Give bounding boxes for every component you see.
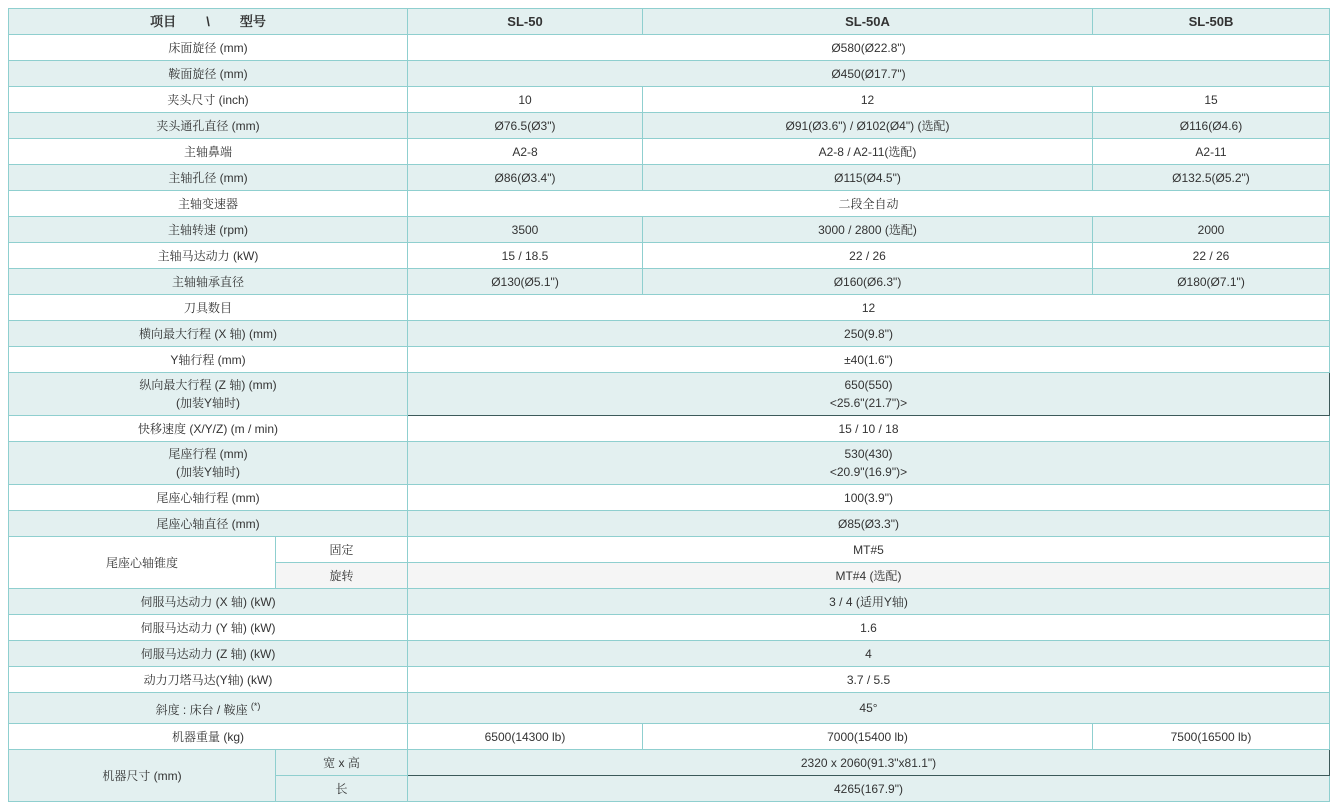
row-label [9, 693, 408, 724]
row-value [408, 373, 1330, 416]
cell-sl50: 15 / 18.5 [408, 243, 643, 269]
row-value-line: 530(430) [844, 447, 893, 461]
row-label: 伺服马达动力 (Y 轴) (kW) [9, 615, 408, 641]
cell-sl50a: A2-8 / A2-11(选配) [643, 139, 1093, 165]
row-label: 夹头通孔直径 (mm) [9, 113, 408, 139]
table-row [9, 724, 1330, 750]
row-label: 主轴鼻端 [9, 139, 408, 165]
cell-sl50: Ø76.5(Ø3") [408, 113, 643, 139]
cell-sl50: 6500(14300 lb) [408, 724, 643, 750]
cell-sl50a: Ø91(Ø3.6") / Ø102(Ø4") (选配) [643, 113, 1093, 139]
header-model: 型号 [239, 13, 266, 29]
row-label: 机器尺寸 (mm) [9, 750, 276, 802]
table-row [9, 243, 1330, 269]
header-model-sl50: SL-50 [408, 9, 643, 35]
cell-sl50a: Ø160(Ø6.3") [643, 269, 1093, 295]
row-value: 二段全自动 [408, 191, 1330, 217]
row-value: 1.6 [408, 615, 1330, 641]
cell-sl50b: Ø132.5(Ø5.2") [1093, 165, 1330, 191]
row-value-line: <20.9"(16.9")> [829, 465, 908, 479]
table-row [9, 442, 1330, 485]
cell-sl50: 10 [408, 87, 643, 113]
row-label: 主轴转速 (rpm) [9, 217, 408, 243]
row-label: 机器重量 (kg) [9, 724, 408, 750]
row-value: 4 [408, 641, 1330, 667]
header-model-sl50a: SL-50A [643, 9, 1093, 35]
row-label: 伺服马达动力 (Z 轴) (kW) [9, 641, 408, 667]
table-row [9, 269, 1330, 295]
row-value-line: <25.6"(21.7")> [829, 396, 908, 410]
cell-sl50b: 2000 [1093, 217, 1330, 243]
row-label: 主轴孔径 (mm) [9, 165, 408, 191]
table-row [9, 87, 1330, 113]
row-value: 2320 x 2060(91.3"x81.1") [408, 750, 1330, 776]
row-value: 12 [408, 295, 1330, 321]
cell-sl50b: 22 / 26 [1093, 243, 1330, 269]
row-label: 鞍面旋径 (mm) [9, 61, 408, 87]
row-value: Ø85(Ø3.3") [408, 511, 1330, 537]
row-value: 3.7 / 5.5 [408, 667, 1330, 693]
row-label: 主轴马达动力 (kW) [9, 243, 408, 269]
table-row [9, 615, 1330, 641]
cell-sl50b: 15 [1093, 87, 1330, 113]
table-row [9, 693, 1330, 724]
row-label: 尾座心轴直径 (mm) [9, 511, 408, 537]
row-value: 4265(167.9") [408, 776, 1330, 802]
row-label [9, 442, 408, 485]
row-value: ±40(1.6") [408, 347, 1330, 373]
cell-sl50a: 12 [643, 87, 1093, 113]
table-row [9, 511, 1330, 537]
row-label-text: 斜度 : 床台 / 鞍座 [155, 703, 248, 717]
table-row [9, 347, 1330, 373]
row-value-line: 650(550) [844, 378, 893, 392]
table-row [9, 61, 1330, 87]
table-row [9, 191, 1330, 217]
row-sublabel: 长 [276, 776, 408, 802]
header-row [9, 9, 1330, 35]
table-row [9, 35, 1330, 61]
row-label: 尾座心轴行程 (mm) [9, 485, 408, 511]
table-row [9, 295, 1330, 321]
table-row [9, 485, 1330, 511]
table-row [9, 537, 1330, 563]
row-label: 夹头尺寸 (inch) [9, 87, 408, 113]
row-label: 快移速度 (X/Y/Z) (m / min) [9, 416, 408, 442]
cell-sl50a: 22 / 26 [643, 243, 1093, 269]
row-label: 主轴变速器 [9, 191, 408, 217]
row-label: 横向最大行程 (X 轴) (mm) [9, 321, 408, 347]
row-value: 100(3.9") [408, 485, 1330, 511]
cell-sl50b: Ø180(Ø7.1") [1093, 269, 1330, 295]
row-label [9, 373, 408, 416]
table-row [9, 416, 1330, 442]
row-label: 刀具数目 [9, 295, 408, 321]
footnote-mark: (*) [250, 701, 261, 711]
row-value: Ø450(Ø17.7") [408, 61, 1330, 87]
row-value: MT#4 (选配) [408, 563, 1330, 589]
cell-sl50a: 7000(15400 lb) [643, 724, 1093, 750]
cell-sl50b: A2-11 [1093, 139, 1330, 165]
cell-sl50: Ø130(Ø5.1") [408, 269, 643, 295]
table-row [9, 667, 1330, 693]
table-row [9, 373, 1330, 416]
row-value: 250(9.8") [408, 321, 1330, 347]
cell-sl50: A2-8 [408, 139, 643, 165]
row-sublabel: 宽 x 高 [276, 750, 408, 776]
table-row [9, 139, 1330, 165]
table-row [9, 165, 1330, 191]
spec-table [8, 8, 1330, 802]
row-value [408, 442, 1330, 485]
row-value: Ø580(Ø22.8") [408, 35, 1330, 61]
row-sublabel: 固定 [276, 537, 408, 563]
row-label: 主轴轴承直径 [9, 269, 408, 295]
row-label-line: 尾座行程 (mm) [168, 447, 248, 461]
row-label-line: 纵向最大行程 (Z 轴) (mm) [139, 378, 277, 392]
cell-sl50b: 7500(16500 lb) [1093, 724, 1330, 750]
row-label-line: (加装Y轴时) [176, 465, 240, 479]
row-label: 动力刀塔马达(Y轴) (kW) [9, 667, 408, 693]
cell-sl50a: 3000 / 2800 (选配) [643, 217, 1093, 243]
header-sep: \ [206, 13, 210, 29]
row-label: 伺服马达动力 (X 轴) (kW) [9, 589, 408, 615]
row-value: 15 / 10 / 18 [408, 416, 1330, 442]
row-value: 45° [408, 693, 1330, 724]
cell-sl50: 3500 [408, 217, 643, 243]
table-row [9, 217, 1330, 243]
row-label-line: (加装Y轴时) [176, 396, 240, 410]
header-item: 项目 [150, 13, 177, 29]
row-label: 床面旋径 (mm) [9, 35, 408, 61]
header-item-model [9, 9, 408, 35]
cell-sl50b: Ø116(Ø4.6) [1093, 113, 1330, 139]
cell-sl50a: Ø115(Ø4.5") [643, 165, 1093, 191]
row-label: 尾座心轴锥度 [9, 537, 276, 589]
table-row [9, 750, 1330, 776]
cell-sl50: Ø86(Ø3.4") [408, 165, 643, 191]
header-model-sl50b: SL-50B [1093, 9, 1330, 35]
row-label: Y轴行程 (mm) [9, 347, 408, 373]
row-sublabel: 旋转 [276, 563, 408, 589]
table-row [9, 113, 1330, 139]
row-value: MT#5 [408, 537, 1330, 563]
table-row [9, 641, 1330, 667]
table-row [9, 589, 1330, 615]
row-value: 3 / 4 (适用Y轴) [408, 589, 1330, 615]
table-row [9, 321, 1330, 347]
